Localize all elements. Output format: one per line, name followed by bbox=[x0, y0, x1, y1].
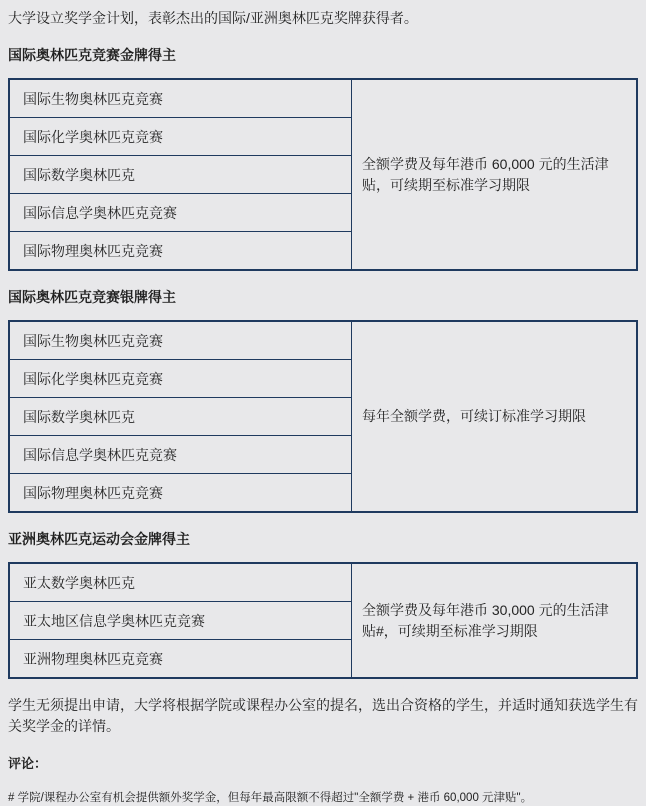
competition-cell: 国际数学奥林匹克 bbox=[9, 398, 352, 436]
competition-cell: 国际化学奥林匹克竞赛 bbox=[9, 360, 352, 398]
section-heading-intl-gold: 国际奥林匹克竞赛金牌得主 bbox=[8, 47, 176, 63]
awards-table-intl-gold bbox=[8, 78, 638, 271]
section-heading-intl-silver: 国际奥林匹克竞赛银牌得主 bbox=[8, 289, 176, 305]
awards-table-asian-gold bbox=[8, 562, 638, 679]
awards-table-intl-silver bbox=[8, 320, 638, 513]
competition-cell: 国际生物奥林匹克竞赛 bbox=[9, 79, 352, 118]
competition-cell: 国际信息学奥林匹克竞赛 bbox=[9, 194, 352, 232]
competition-cell: 国际物理奥林匹克竞赛 bbox=[9, 232, 352, 271]
competition-cell: 亚洲物理奥林匹克竞赛 bbox=[9, 640, 352, 679]
table-row bbox=[9, 563, 637, 602]
competition-cell: 国际信息学奥林匹克竞赛 bbox=[9, 436, 352, 474]
outro-paragraph: 学生无须提出申请，大学将根据学院或课程办公室的提名，选出合资格的学生，并适时通知获选学生有关奖学金的详情。 bbox=[8, 697, 638, 734]
competition-cell: 国际化学奥林匹克竞赛 bbox=[9, 118, 352, 156]
competition-cell: 国际物理奥林匹克竞赛 bbox=[9, 474, 352, 513]
table-row bbox=[9, 79, 637, 118]
competition-cell: 亚太地区信息学奥林匹克竞赛 bbox=[9, 602, 352, 640]
footnote: # 学院/课程办公室有机会提供额外奖学金，但每年最高限额不得超过"全额学费 + 港币 60,000 元津贴"。 bbox=[8, 792, 533, 804]
competition-cell: 亚太数学奥林匹克 bbox=[9, 563, 352, 602]
competition-cell: 国际生物奥林匹克竞赛 bbox=[9, 321, 352, 360]
table-row bbox=[9, 321, 637, 360]
comments-label: 评论： bbox=[8, 756, 48, 771]
intro-paragraph: 大学设立奖学金计划，表彰杰出的国际/亚洲奥林匹克奖牌获得者。 bbox=[8, 10, 418, 26]
award-cell: 每年全额学费，可续订标准学习期限 bbox=[352, 321, 638, 512]
competition-cell: 国际数学奥林匹克 bbox=[9, 156, 352, 194]
award-cell: 全额学费及每年港币 30,000 元的生活津贴#，可续期至标准学习期限 bbox=[352, 563, 638, 678]
award-cell: 全额学费及每年港币 60,000 元的生活津贴，可续期至标准学习期限 bbox=[352, 79, 638, 270]
section-heading-asian-gold: 亚洲奥林匹克运动会金牌得主 bbox=[8, 531, 190, 547]
